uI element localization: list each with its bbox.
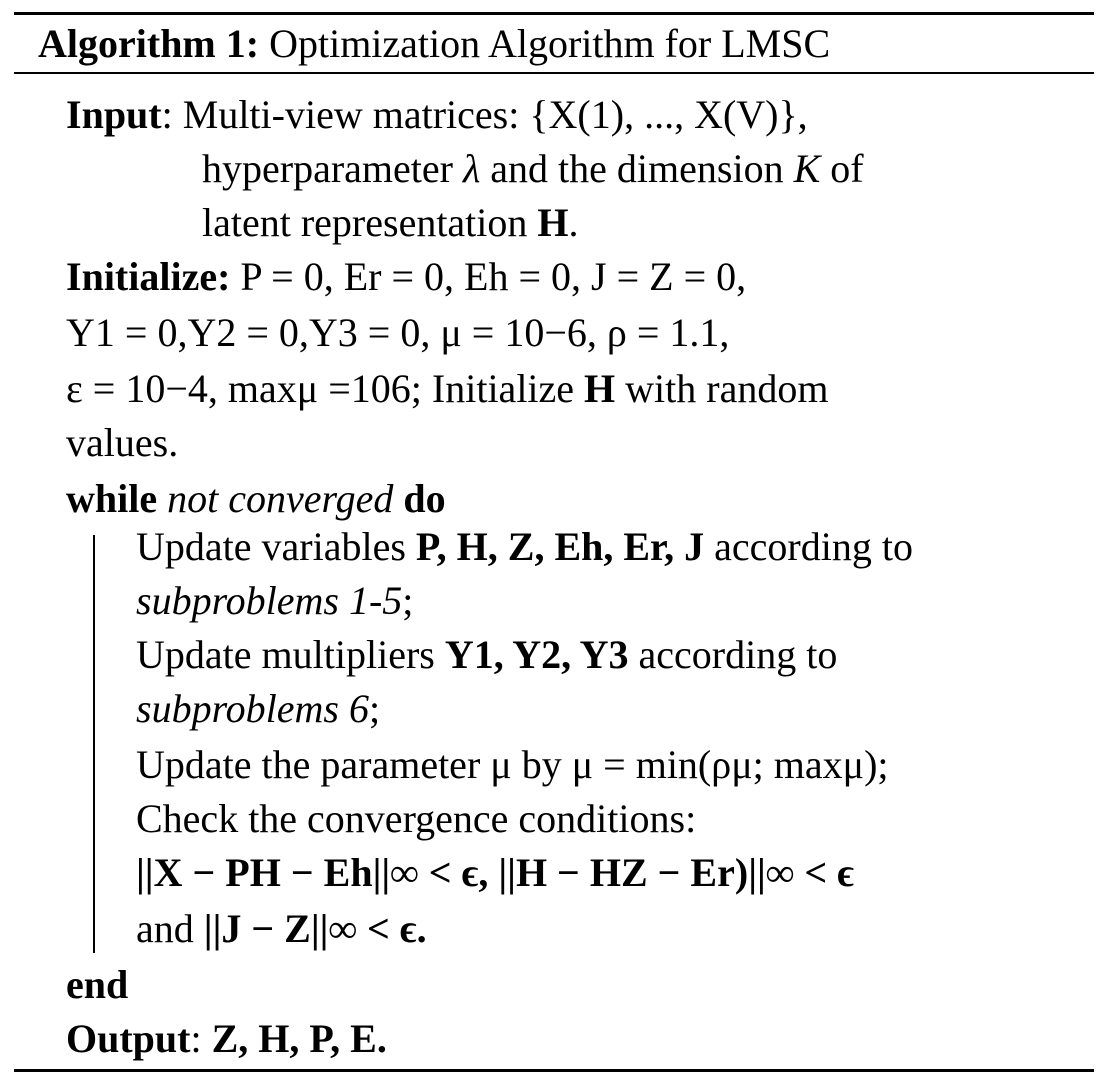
step-1-line-1 <box>136 520 913 574</box>
step-1-semicolon: ; <box>402 578 414 623</box>
end-keyword: end <box>66 962 129 1007</box>
initialize-line-1 <box>66 250 746 304</box>
step-4-text: Check the convergence conditions: <box>136 796 697 841</box>
top-rule <box>14 12 1094 15</box>
initialize-values-4: values. <box>66 420 179 465</box>
input-dim-text: and the dimension <box>480 146 794 191</box>
initialize-values-1: P = 0, Er = 0, Eh = 0, J = Z = 0, <box>240 254 747 299</box>
input-latent-text: latent representation <box>202 200 538 245</box>
step-1-reference: subproblems 1-5 <box>136 578 403 623</box>
algorithm-name: Optimization Algorithm for LMSC <box>269 21 831 66</box>
algorithm-label: Algorithm 1: <box>38 21 260 66</box>
end-line <box>66 958 128 1012</box>
step-2-according: according to <box>628 632 838 677</box>
while-condition: not converged <box>167 476 394 521</box>
h-symbol: H <box>537 200 569 245</box>
input-of-text: of <box>820 146 864 191</box>
initialize-line-3 <box>66 362 828 416</box>
input-line-3 <box>202 196 579 250</box>
step-1-variables: P, H, Z, Eh, Er, J <box>415 524 705 569</box>
header-rule <box>14 72 1094 74</box>
input-period: . <box>568 200 579 245</box>
condition-line-2 <box>136 902 427 956</box>
step-4-line <box>136 792 696 846</box>
condition-and: and <box>136 906 204 951</box>
initialize-values-3: ε = 10−4, maxμ =106; Initialize <box>66 366 585 411</box>
input-line-2 <box>202 142 864 196</box>
input-matrix-set: {X(1), ..., X(V)}, <box>529 92 808 137</box>
step-2-variables: Y1, Y2, Y3 <box>444 632 629 677</box>
output-variables: Z, H, P, E. <box>211 1016 387 1061</box>
step-1-line-2 <box>136 574 413 628</box>
input-label: Input <box>66 92 162 137</box>
initialize-label: Initialize: <box>66 254 231 299</box>
step-2-semicolon: ; <box>368 686 381 731</box>
step-1-according: according to <box>704 524 913 569</box>
input-colon: : <box>161 92 183 137</box>
step-2-line-2 <box>136 682 380 736</box>
step-2-line-1 <box>136 628 837 682</box>
output-colon: : <box>190 1016 212 1061</box>
k-symbol: K <box>793 146 821 191</box>
initialize-h-symbol: H <box>584 366 616 411</box>
input-hyper-text: hyperparameter <box>202 146 463 191</box>
step-2-reference: subproblems 6 <box>136 686 369 731</box>
do-keyword: do <box>403 476 446 521</box>
loop-body-bar <box>93 535 95 953</box>
initialize-values-2: Y1 = 0,Y2 = 0,Y3 = 0, μ = 10−6, ρ = 1.1, <box>66 310 730 355</box>
convergence-condition-2: ||J − Z||∞ < ϵ. <box>203 906 427 951</box>
convergence-condition-1: ||X − PH − Eh||∞ < ϵ, ||H − HZ − Er)||∞ < ϵ <box>136 850 854 895</box>
input-description: Multi-view matrices: <box>182 92 530 137</box>
step-2-text: Update multipliers <box>136 632 445 677</box>
step-3-line <box>136 738 889 792</box>
initialize-line-2 <box>66 306 729 360</box>
while-keyword: while <box>66 476 158 521</box>
input-line-1 <box>66 88 808 142</box>
output-label: Output <box>66 1016 191 1061</box>
step-1-text: Update variables <box>136 524 416 569</box>
initialize-line-4 <box>66 416 178 470</box>
initialize-random-text: with random <box>615 366 829 411</box>
bottom-rule <box>14 1069 1094 1072</box>
algorithm-title <box>38 16 830 72</box>
condition-line-1 <box>136 846 854 900</box>
output-line <box>66 1012 387 1066</box>
step-3-text: Update the parameter μ by μ = min(ρμ; maxμ); <box>136 742 889 787</box>
while-line <box>66 472 446 526</box>
lambda-symbol: λ <box>462 146 481 191</box>
